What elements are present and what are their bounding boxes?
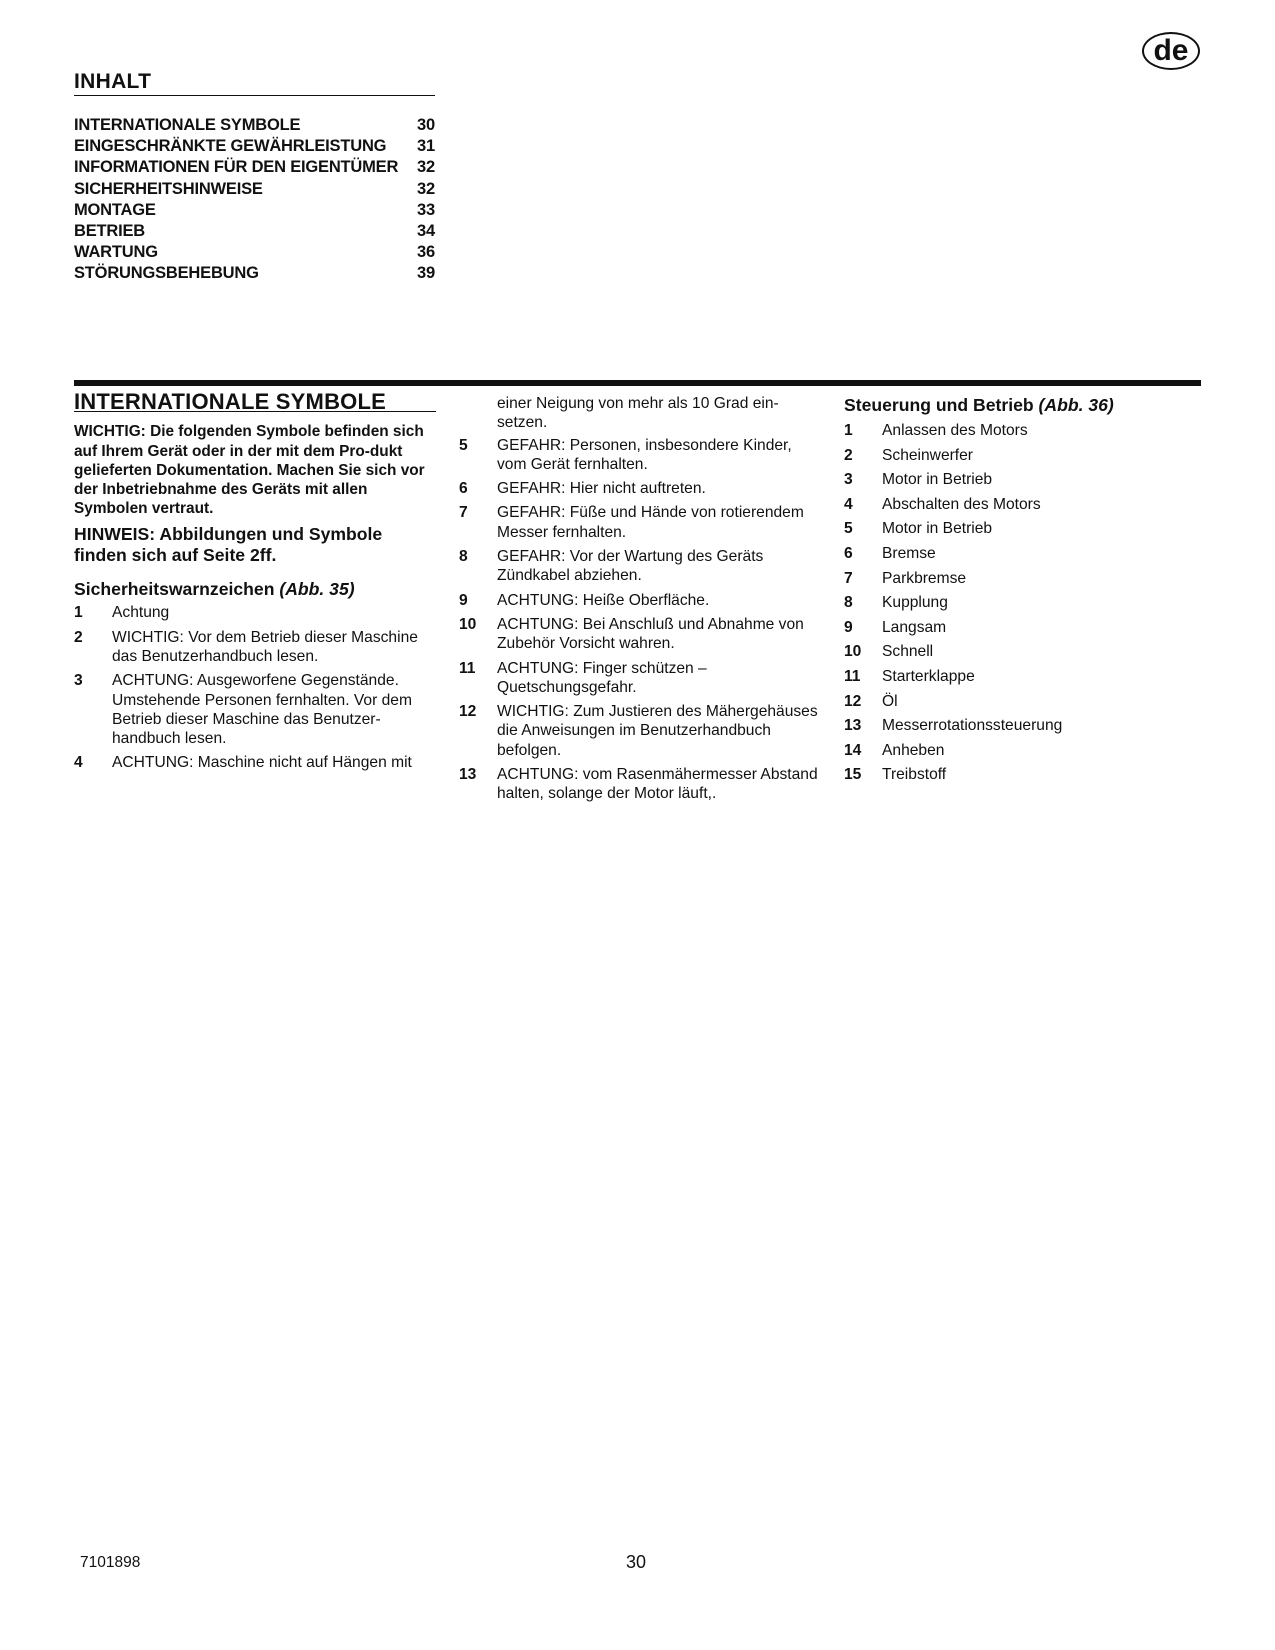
- table-of-contents: [74, 70, 435, 285]
- list-item-number: 11: [844, 667, 861, 685]
- list-item: [74, 603, 436, 622]
- list-item-number: 8: [459, 548, 468, 566]
- toc-entry[interactable]: [74, 157, 435, 178]
- list-item-text: Abschalten des Motors: [882, 495, 1041, 513]
- list-item: [844, 544, 1204, 563]
- toc-list: [74, 115, 435, 285]
- toc-entry-label: INTERNATIONALE SYMBOLE: [74, 116, 301, 134]
- document-number: 7101898: [80, 1554, 141, 1571]
- list-item-number: 9: [459, 591, 468, 609]
- list-item: [844, 446, 1204, 465]
- list-item: [459, 659, 823, 698]
- list-item-number: 9: [844, 618, 853, 636]
- toc-entry[interactable]: [74, 221, 435, 242]
- toc-entry-page: 32: [417, 158, 435, 177]
- important-notice: WICHTIG: Die folgenden Symbole befinden sich auf Ihrem Gerät oder in der mit dem Pro-dukt gelieferten Dokumentation. Machen Sie sich vor der Inbetriebnahme des Geräts mit allen Symbolen vertraut.: [74, 423, 425, 518]
- safety-list-2: [459, 436, 823, 804]
- list-item-number: 6: [459, 480, 468, 498]
- toc-entry-page: 39: [417, 264, 435, 283]
- list-item-text: ACHTUNG: Heiße Oberfläche.: [497, 591, 710, 609]
- list-item: [844, 618, 1204, 637]
- list-item: [459, 615, 823, 654]
- list-item: [459, 702, 823, 760]
- toc-entry-page: 33: [417, 200, 435, 219]
- toc-entry[interactable]: [74, 263, 435, 284]
- list-item-number: 10: [844, 643, 862, 661]
- list-item-text: GEFAHR: Personen, insbesondere Kinder, vom Gerät fernhalten.: [497, 436, 792, 473]
- list-item-text: ACHTUNG: vom Rasenmähermesser Abstand halten, solange der Motor läuft,.: [497, 766, 818, 803]
- list-item-number: 5: [459, 436, 468, 454]
- list-item-number: 13: [844, 717, 862, 735]
- list-item-number: 10: [459, 615, 477, 633]
- list-item-number: 7: [844, 569, 853, 587]
- toc-entry-page: 36: [417, 243, 435, 262]
- safety-heading-ref: (Abb. 35): [279, 579, 355, 600]
- list-item: [74, 671, 436, 748]
- list-item: [844, 495, 1204, 514]
- list-item-text: Anheben: [882, 741, 945, 759]
- controls-heading: [844, 394, 1204, 416]
- list-item: [844, 716, 1204, 735]
- list-item: [459, 547, 823, 586]
- note-text: HINWEIS: Abbildungen und Symbole finden sich auf Seite 2ff.: [74, 524, 383, 566]
- list-item: [459, 503, 823, 542]
- list-item-text: Messerrotationssteuerung: [882, 717, 1063, 735]
- toc-entry-page: 31: [417, 137, 435, 156]
- list-item: [844, 593, 1204, 612]
- list-item-text: ACHTUNG: Finger schützen – Quetschungsgefahr.: [497, 659, 707, 696]
- list-item-number: 13: [459, 766, 477, 784]
- controls-list: [844, 421, 1204, 785]
- toc-entry-label: EINGESCHRÄNKTE GEWÄHRLEISTUNG: [74, 137, 387, 156]
- list-item-text: ACHTUNG: Bei Anschluß und Abnahme von Zubehör Vorsicht wahren.: [497, 615, 804, 653]
- list-item-number: 2: [844, 446, 853, 464]
- list-item-text: Parkbremse: [882, 569, 967, 587]
- list-item-text: Langsam: [882, 618, 947, 636]
- list-item-text: ACHTUNG: Ausgeworfene Gegenstände. Umstehende Personen fernhalten. Vor dem Betrieb dieser Maschine das Benutzer-handbuch lesen.: [112, 672, 412, 748]
- list-item-number: 3: [74, 672, 83, 690]
- list-item: [844, 519, 1204, 538]
- toc-entry[interactable]: [74, 179, 435, 200]
- list-item-text: Motor in Betrieb: [882, 520, 993, 538]
- list-item-number: 4: [844, 495, 853, 513]
- toc-entry[interactable]: [74, 115, 435, 136]
- list-item: [844, 421, 1204, 440]
- list-item-number: 2: [74, 628, 83, 646]
- controls-heading-ref: (Abb. 36): [1038, 395, 1114, 415]
- list-item-text: Treibstoff: [882, 766, 947, 784]
- list-item: [844, 765, 1204, 784]
- list-item-text: WICHTIG: Vor dem Betrieb dieser Maschine das Benutzerhandbuch lesen.: [112, 628, 418, 665]
- toc-entry-label: INFORMATIONEN FÜR DEN EIGENTÜMER: [74, 158, 399, 177]
- list-item-number: 14: [844, 741, 862, 759]
- safety-list-1: [74, 603, 436, 772]
- list-item: [844, 741, 1204, 760]
- list-item: [844, 692, 1204, 711]
- safety-heading: [74, 578, 436, 600]
- list-item: [459, 436, 823, 475]
- language-badge: de: [1142, 32, 1200, 70]
- list-item-number: 11: [459, 659, 476, 677]
- toc-title: INHALT: [74, 70, 435, 96]
- list-item-number: 8: [844, 594, 853, 612]
- list-item-number: 7: [459, 504, 468, 522]
- toc-entry-page: 30: [417, 116, 435, 134]
- page-number: 30: [626, 1552, 647, 1572]
- list-item-text: Bremse: [882, 544, 936, 562]
- list-item: [844, 569, 1204, 588]
- list-item-number: 12: [459, 703, 477, 721]
- list-item: [844, 642, 1204, 661]
- column-3: [844, 394, 1204, 790]
- list-item-number: 4: [74, 754, 83, 772]
- list-item-continuation: einer Neigung von mehr als 10 Grad ein-setzen.: [497, 395, 779, 432]
- list-item: [844, 470, 1204, 489]
- toc-entry[interactable]: [74, 136, 435, 157]
- list-item-text: Kupplung: [882, 594, 948, 612]
- list-item-text: Anlassen des Motors: [882, 422, 1028, 439]
- list-item-text: WICHTIG: Zum Justieren des Mähergehäuses die Anweisungen im Benutzerhandbuch befolgen.: [497, 703, 818, 759]
- toc-entry-label: STÖRUNGSBEHEBUNG: [74, 264, 259, 283]
- column-1: [74, 389, 436, 778]
- list-item: [74, 753, 436, 772]
- list-item-text: ACHTUNG: Maschine nicht auf Hängen mit: [112, 754, 412, 772]
- list-item-number: 1: [74, 604, 83, 622]
- list-item-number: 3: [844, 471, 853, 489]
- list-item-number: 12: [844, 692, 862, 710]
- toc-entry-label: WARTUNG: [74, 243, 158, 262]
- toc-entry-label: BETRIEB: [74, 222, 146, 241]
- toc-entry[interactable]: [74, 242, 435, 263]
- section-title: INTERNATIONALE SYMBOLE: [74, 392, 436, 412]
- list-item-text: Motor in Betrieb: [882, 471, 993, 489]
- list-item-number: 1: [844, 422, 853, 439]
- list-item-text: GEFAHR: Vor der Wartung des Geräts Zündkabel abziehen.: [497, 548, 764, 585]
- list-item: [459, 479, 823, 498]
- list-item-text: GEFAHR: Hier nicht auftreten.: [497, 480, 706, 498]
- list-item-text: Achtung: [112, 604, 170, 622]
- list-item-text: Scheinwerfer: [882, 446, 974, 464]
- list-item-text: GEFAHR: Füße und Hände von rotierendem Messer fernhalten.: [497, 504, 804, 541]
- list-item: [844, 667, 1204, 686]
- list-item: [459, 591, 823, 610]
- list-item-number: 5: [844, 520, 853, 538]
- section-divider: [74, 380, 1201, 386]
- toc-entry[interactable]: [74, 200, 435, 221]
- column-2: [459, 394, 823, 809]
- list-item: [459, 765, 823, 804]
- toc-entry-label: MONTAGE: [74, 200, 156, 219]
- list-item-text: Starterklappe: [882, 667, 975, 685]
- list-item-text: Schnell: [882, 643, 934, 661]
- controls-heading-text: Steuerung und Betrieb: [844, 395, 1034, 415]
- safety-heading-text: Sicherheitswarnzeichen: [74, 579, 275, 600]
- toc-entry-page: 32: [417, 179, 435, 198]
- list-item: [74, 628, 436, 667]
- toc-entry-page: 34: [417, 222, 435, 241]
- list-item-text: Öl: [882, 692, 898, 710]
- list-item-number: 15: [844, 766, 862, 784]
- toc-entry-label: SICHERHEITSHINWEISE: [74, 179, 263, 198]
- list-item-number: 6: [844, 544, 853, 562]
